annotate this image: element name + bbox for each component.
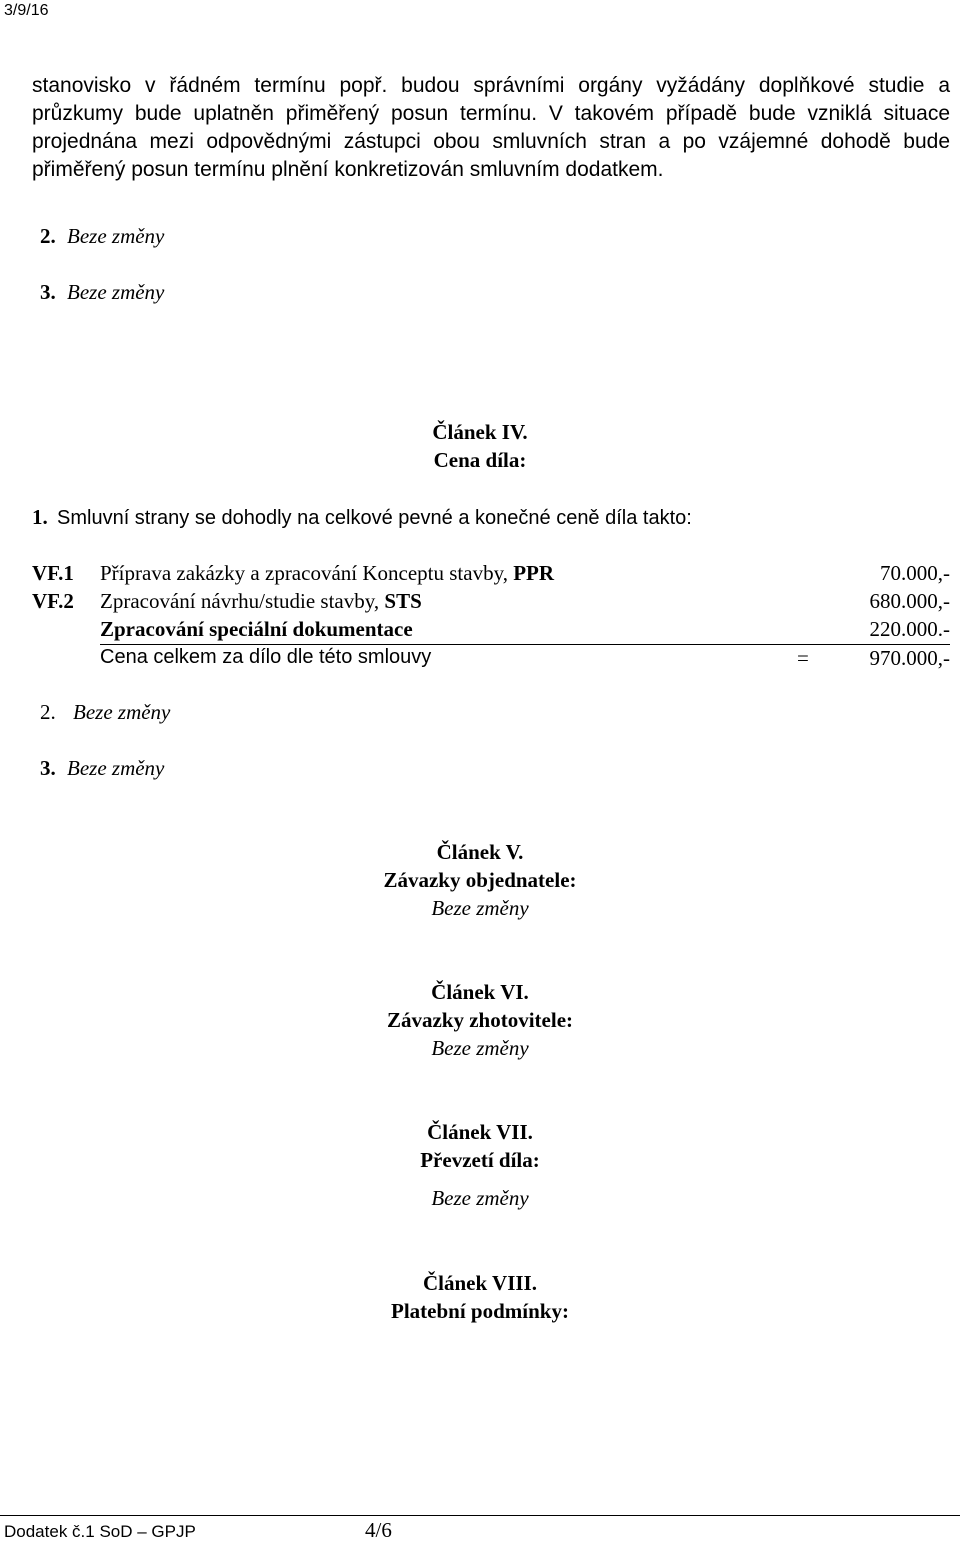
list-item (32, 505, 692, 530)
list-item-number: 1. (32, 505, 48, 529)
intro-line: přiměřený posun termínu plnění konkretizován smluvním dodatkem. (32, 158, 664, 181)
list-item (40, 224, 164, 249)
list-item-number: 2. (40, 224, 56, 248)
list-item-text: Beze změny (67, 756, 165, 780)
article-title: Článek VII. (427, 1120, 533, 1144)
list-item-text: Smluvní strany se dohodly na celkové pevné a konečné ceně díla takto: (57, 507, 692, 529)
article-note: Beze změny (431, 1186, 529, 1210)
row-tag: STS (384, 589, 422, 613)
total-divider (100, 644, 950, 645)
article-subtitle: Závazky objednatele: (383, 868, 577, 892)
row-amount: 220.000.- (869, 617, 950, 641)
article-subtitle: Převzetí díla: (420, 1148, 540, 1172)
intro-line: stanovisko v řádném termínu popř. budou správními orgány vyžádány doplňkové studie a (32, 74, 950, 97)
total-equals: = (797, 646, 809, 670)
article-title: Článek VIII. (423, 1271, 537, 1295)
row-amount: 70.000,- (880, 561, 950, 585)
article-title: Článek VI. (431, 980, 529, 1004)
list-item (40, 700, 170, 725)
list-item-number: 3. (40, 280, 56, 304)
footer-document-name: Dodatek č.1 SoD – GPJP (4, 1522, 196, 1541)
row-code: VF.1 (32, 561, 74, 585)
article-note: Beze změny (431, 1036, 529, 1060)
list-item-number: 2. (40, 700, 56, 724)
list-item-number: 3. (40, 756, 56, 780)
article-subtitle: Závazky zhotovitele: (386, 1008, 574, 1032)
article-note: Beze změny (431, 896, 529, 920)
article-title: Článek IV. (432, 420, 528, 444)
footer-rule (0, 1515, 960, 1516)
total-amount: 970.000,- (869, 646, 950, 670)
list-item-text: Beze změny (73, 700, 171, 724)
total-label: Cena celkem za dílo dle této smlouvy (100, 646, 432, 668)
intro-line: průzkumy bude uplatněn přiměřený posun termínu. V takovém případě bude vzniklá situace (32, 102, 950, 125)
row-code: VF.2 (32, 589, 74, 613)
list-item (40, 756, 164, 781)
list-item-text: Beze změny (67, 280, 165, 304)
page-number: 4/6 (365, 1518, 392, 1542)
article-subtitle: Cena díla: (433, 448, 527, 472)
article-title: Článek V. (436, 840, 524, 864)
print-date: 3/9/16 (4, 2, 49, 19)
row-tag: PPR (513, 561, 555, 585)
row-description: Zpracování speciální dokumentace (100, 617, 413, 641)
row-description: Zpracování návrhu/studie stavby, (100, 589, 380, 613)
list-item-text: Beze změny (67, 224, 165, 248)
row-description: Příprava zakázky a zpracování Konceptu stavby, (100, 561, 508, 585)
row-amount: 680.000,- (869, 589, 950, 613)
intro-line: projednána mezi odpovědnými zástupci obou smluvních stran a po vzájemné dohodě bude (32, 130, 950, 153)
article-subtitle: Platební podmínky: (391, 1299, 569, 1323)
list-item (40, 280, 164, 305)
